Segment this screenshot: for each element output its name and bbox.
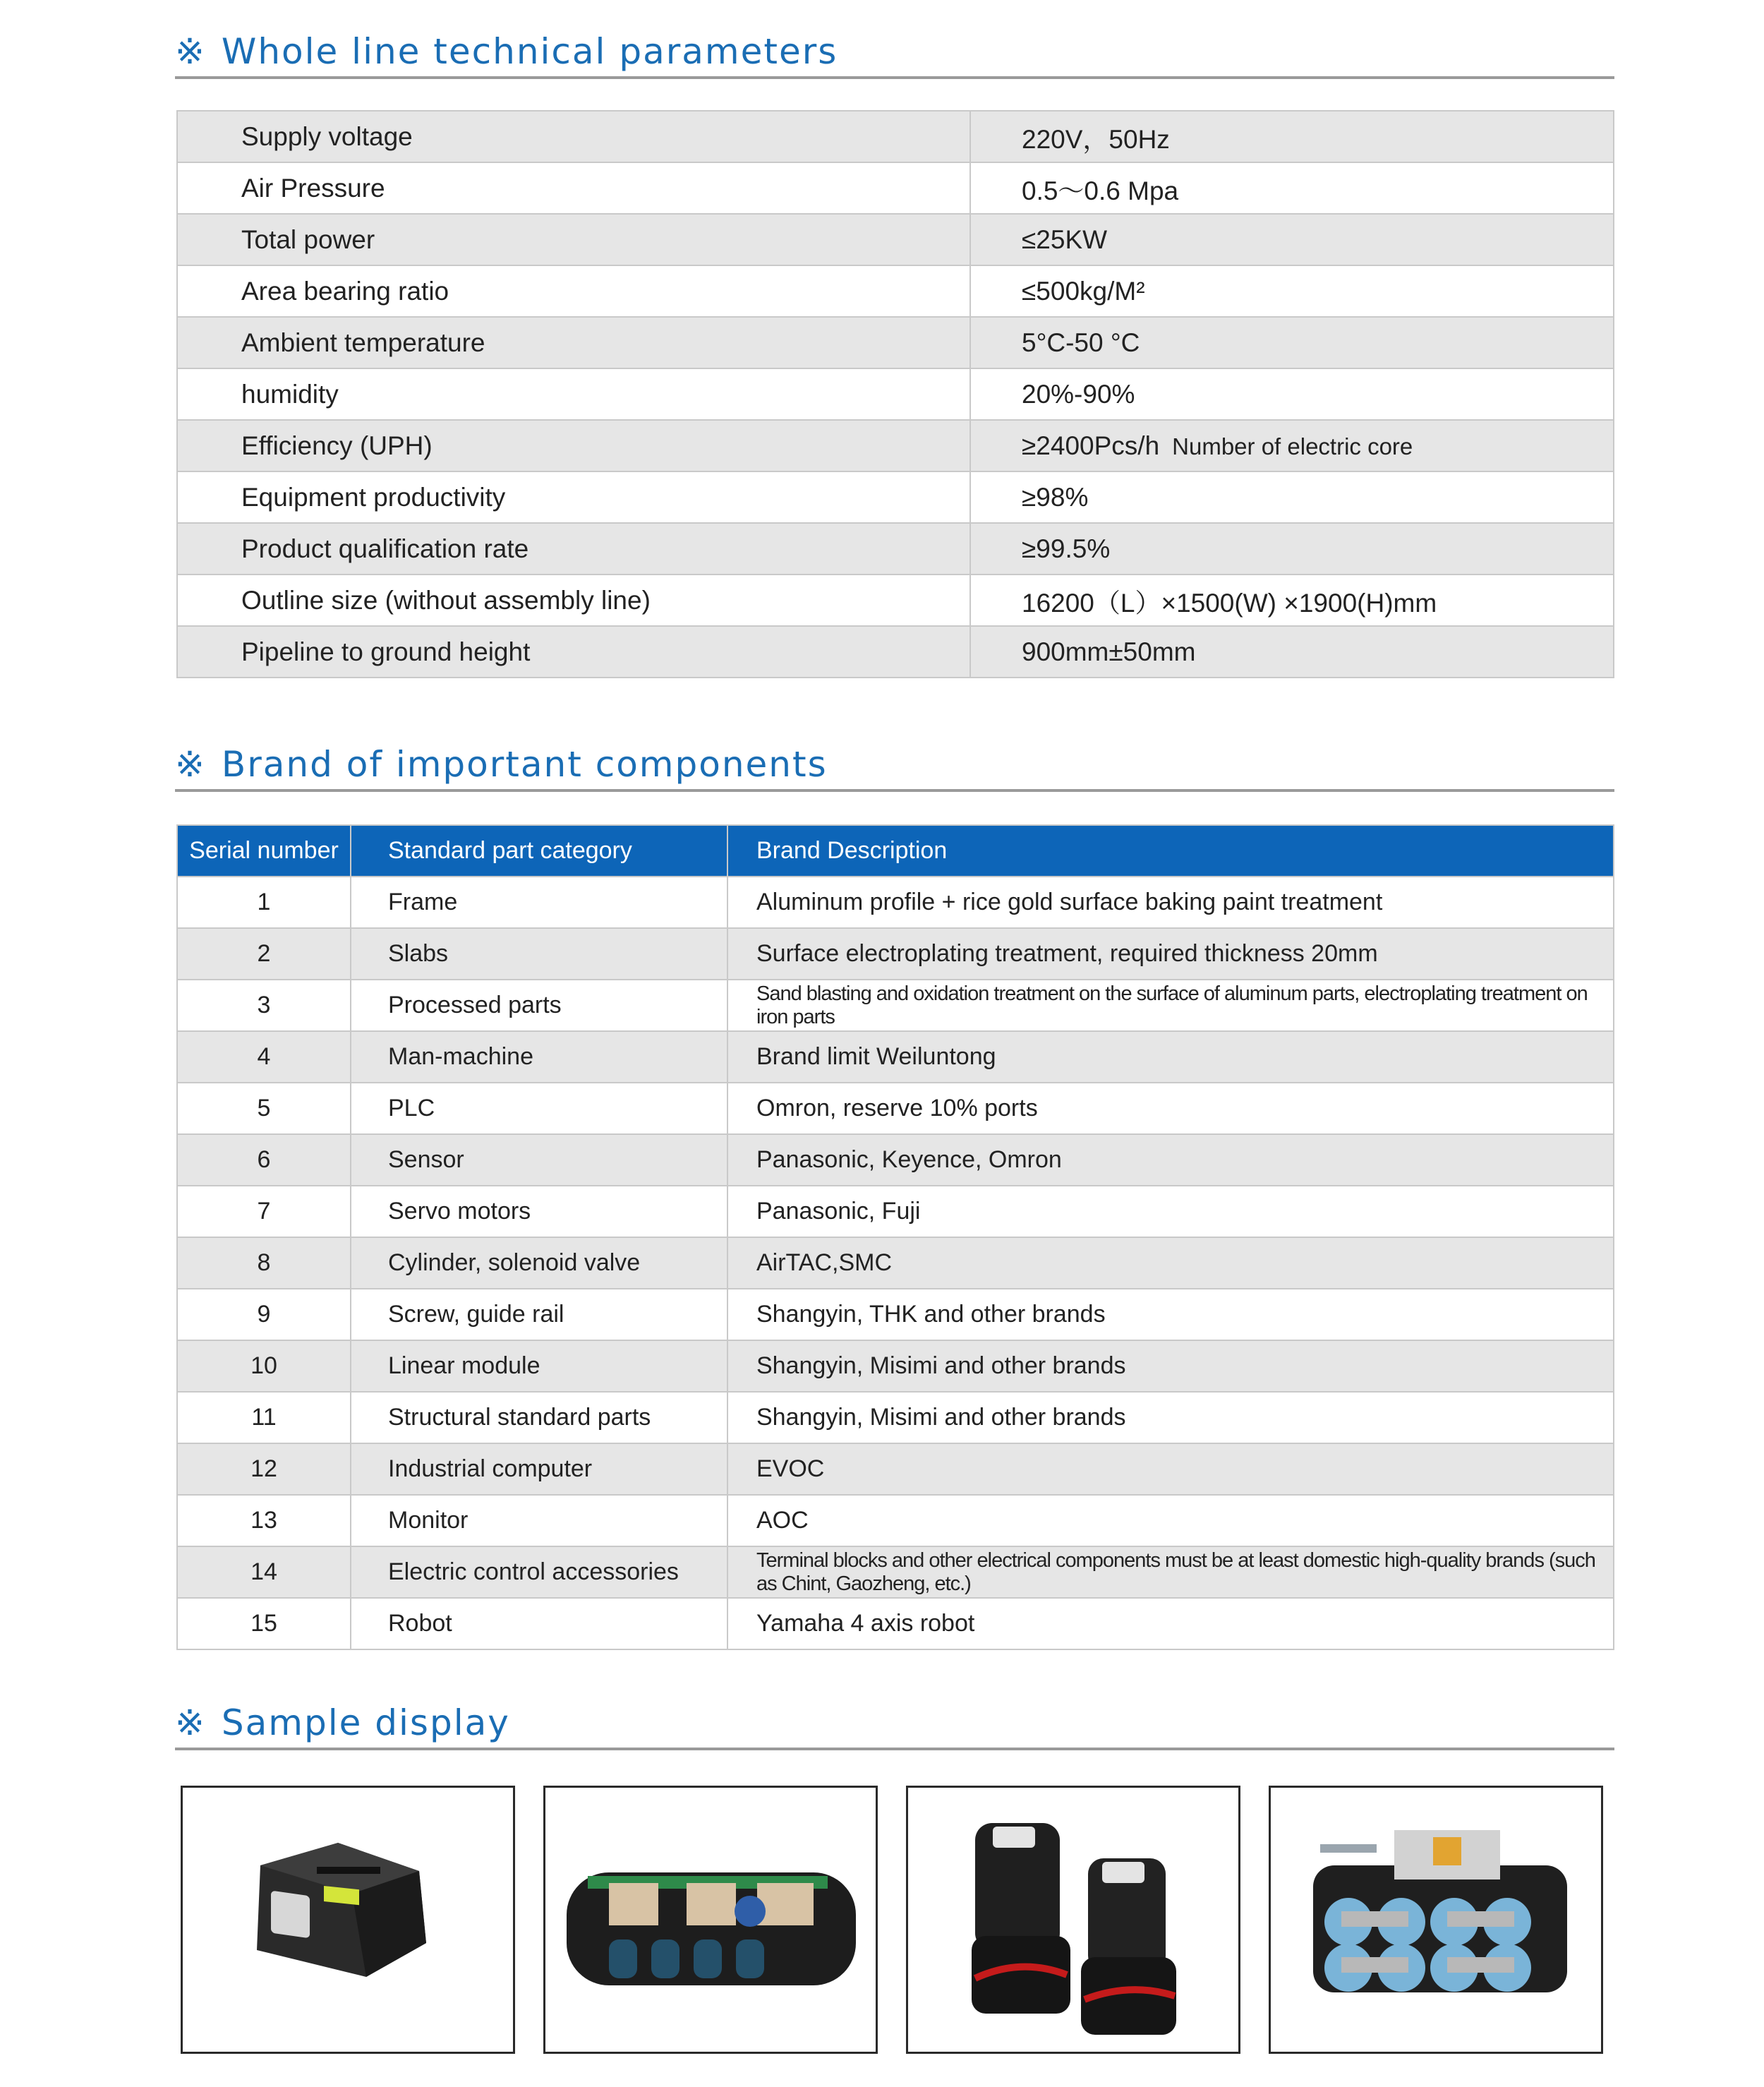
param-value-text: 900mm±50mm: [1022, 637, 1196, 666]
param-value-text: ≥2400Pcs/h: [1022, 431, 1160, 460]
param-key: Total power: [177, 214, 970, 265]
brand-cell: Shangyin, Misimi and other brands: [727, 1392, 1614, 1443]
table-row: [177, 265, 1614, 317]
params-title-divider: [175, 76, 1614, 79]
category-cell: PLC: [351, 1083, 727, 1134]
param-note: Number of electric core: [1172, 433, 1413, 459]
serial-cell: 15: [177, 1598, 351, 1649]
param-value: [970, 471, 1614, 523]
param-value-text: ≥99.5%: [1022, 534, 1111, 563]
serial-cell: 10: [177, 1340, 351, 1392]
table-row: [177, 1392, 1614, 1443]
brand-cell: Surface electroplating treatment, required thickness 20mm: [727, 928, 1614, 980]
serial-cell: 5: [177, 1083, 351, 1134]
category-cell: Cylinder, solenoid valve: [351, 1237, 727, 1289]
category-cell: Sensor: [351, 1134, 727, 1186]
param-key: Efficiency (UPH): [177, 420, 970, 471]
brand-cell: Panasonic, Fuji: [727, 1186, 1614, 1237]
table-row: [177, 980, 1614, 1031]
param-value: [970, 368, 1614, 420]
serial-cell: 9: [177, 1289, 351, 1340]
serial-cell: 2: [177, 928, 351, 980]
param-value: [970, 575, 1614, 626]
sample-photo-4: [1269, 1786, 1603, 2054]
category-cell: Robot: [351, 1598, 727, 1649]
param-value-text: 5°C-50 °C: [1022, 327, 1140, 357]
table-row: [177, 1495, 1614, 1546]
table-row: [177, 523, 1614, 575]
param-value-text: 20%-90%: [1022, 379, 1135, 409]
header-brand-description: Brand Description: [727, 825, 1614, 877]
table-row: [177, 1134, 1614, 1186]
components-table: [176, 824, 1614, 1650]
param-value: [970, 162, 1614, 214]
param-key: Product qualification rate: [177, 523, 970, 575]
serial-cell: 6: [177, 1134, 351, 1186]
serial-cell: 4: [177, 1031, 351, 1083]
category-cell: Frame: [351, 877, 727, 928]
table-row: [177, 420, 1614, 471]
samples-section-title: [175, 1702, 510, 1743]
sample-photo-3: [906, 1786, 1240, 2054]
param-key: Air Pressure: [177, 162, 970, 214]
cell-module-nickel-strip-icon: [1271, 1788, 1601, 2052]
param-key: Pipeline to ground height: [177, 626, 970, 678]
param-value: [970, 626, 1614, 678]
components-title-divider: [175, 789, 1614, 792]
param-value: [970, 214, 1614, 265]
category-cell: Servo motors: [351, 1186, 727, 1237]
brand-cell: Panasonic, Keyence, Omron: [727, 1134, 1614, 1186]
table-row: [177, 317, 1614, 368]
reference-mark: ※: [175, 744, 206, 785]
category-cell: Structural standard parts: [351, 1392, 727, 1443]
param-value-text: ≥98%: [1022, 482, 1089, 512]
reference-mark: ※: [175, 1702, 206, 1743]
param-value: [970, 523, 1614, 575]
serial-cell: 13: [177, 1495, 351, 1546]
brand-cell: Omron, reserve 10% ports: [727, 1083, 1614, 1134]
sample-photo-2: [543, 1786, 878, 2054]
twin-battery-red-icon: [908, 1788, 1238, 2052]
serial-cell: 7: [177, 1186, 351, 1237]
params-section-title: [175, 31, 838, 72]
samples-title-divider: [175, 1748, 1614, 1750]
header-part-category: Standard part category: [351, 825, 727, 877]
serial-cell: 14: [177, 1546, 351, 1598]
serial-cell: 3: [177, 980, 351, 1031]
table-row: [177, 1598, 1614, 1649]
param-key: Equipment productivity: [177, 471, 970, 523]
param-key: Outline size (without assembly line): [177, 575, 970, 626]
brand-cell: AirTAC,SMC: [727, 1237, 1614, 1289]
param-value-text: 0.5～0.6 Mpa: [1022, 176, 1179, 205]
battery-pack-black-icon: [183, 1788, 513, 2052]
param-value: [970, 420, 1614, 471]
category-cell: Industrial computer: [351, 1443, 727, 1495]
brand-cell: Shangyin, THK and other brands: [727, 1289, 1614, 1340]
table-row: [177, 162, 1614, 214]
category-cell: Screw, guide rail: [351, 1289, 727, 1340]
table-row: [177, 1289, 1614, 1340]
param-key: Supply voltage: [177, 111, 970, 162]
brand-cell: Yamaha 4 axis robot: [727, 1598, 1614, 1649]
serial-cell: 11: [177, 1392, 351, 1443]
table-row: [177, 1083, 1614, 1134]
serial-cell: 12: [177, 1443, 351, 1495]
param-key: Ambient temperature: [177, 317, 970, 368]
serial-cell: 8: [177, 1237, 351, 1289]
cell-pack-open-icon: [545, 1788, 876, 2052]
brand-cell: EVOC: [727, 1443, 1614, 1495]
table-row: [177, 471, 1614, 523]
table-row: [177, 1031, 1614, 1083]
brand-cell: Brand limit Weiluntong: [727, 1031, 1614, 1083]
table-row: [177, 1546, 1614, 1598]
params-title-text: Whole line technical parameters: [221, 31, 838, 72]
param-value-text: 16200（L）×1500(W) ×1900(H)mm: [1022, 588, 1437, 618]
serial-cell: 1: [177, 877, 351, 928]
header-serial-number: Serial number: [177, 825, 351, 877]
table-row: [177, 877, 1614, 928]
brand-cell: Shangyin, Misimi and other brands: [727, 1340, 1614, 1392]
technical-parameters-table: [176, 110, 1614, 678]
param-value: [970, 265, 1614, 317]
param-value-text: 220V，50Hz: [1022, 124, 1170, 154]
brand-cell: Aluminum profile + rice gold surface baking paint treatment: [727, 877, 1614, 928]
table-row: [177, 575, 1614, 626]
table-row: [177, 928, 1614, 980]
param-key: humidity: [177, 368, 970, 420]
brand-cell: Sand blasting and oxidation treatment on the surface of aluminum parts, electroplating treatment on iron parts: [727, 980, 1614, 1031]
table-row: [177, 1443, 1614, 1495]
reference-mark: ※: [175, 31, 206, 72]
table-header-row: [177, 825, 1614, 877]
table-row: [177, 368, 1614, 420]
category-cell: Monitor: [351, 1495, 727, 1546]
param-value-text: ≤25KW: [1022, 224, 1108, 254]
brand-cell: AOC: [727, 1495, 1614, 1546]
category-cell: Processed parts: [351, 980, 727, 1031]
param-value: [970, 317, 1614, 368]
param-value: [970, 111, 1614, 162]
table-row: [177, 111, 1614, 162]
table-row: [177, 626, 1614, 678]
table-row: [177, 1340, 1614, 1392]
category-cell: Linear module: [351, 1340, 727, 1392]
table-row: [177, 1237, 1614, 1289]
category-cell: Man-machine: [351, 1031, 727, 1083]
table-row: [177, 1186, 1614, 1237]
brand-cell: Terminal blocks and other electrical components must be at least domestic high-quality brands (such as Chint, Gaozheng, etc.): [727, 1546, 1614, 1598]
samples-title-text: Sample display: [221, 1702, 510, 1743]
param-value-text: ≤500kg/M²: [1022, 276, 1145, 306]
components-section-title: [175, 744, 828, 785]
components-title-text: Brand of important components: [221, 744, 828, 785]
sample-photo-1: [181, 1786, 515, 2054]
category-cell: Electric control accessories: [351, 1546, 727, 1598]
table-row: [177, 214, 1614, 265]
category-cell: Slabs: [351, 928, 727, 980]
param-key: Area bearing ratio: [177, 265, 970, 317]
